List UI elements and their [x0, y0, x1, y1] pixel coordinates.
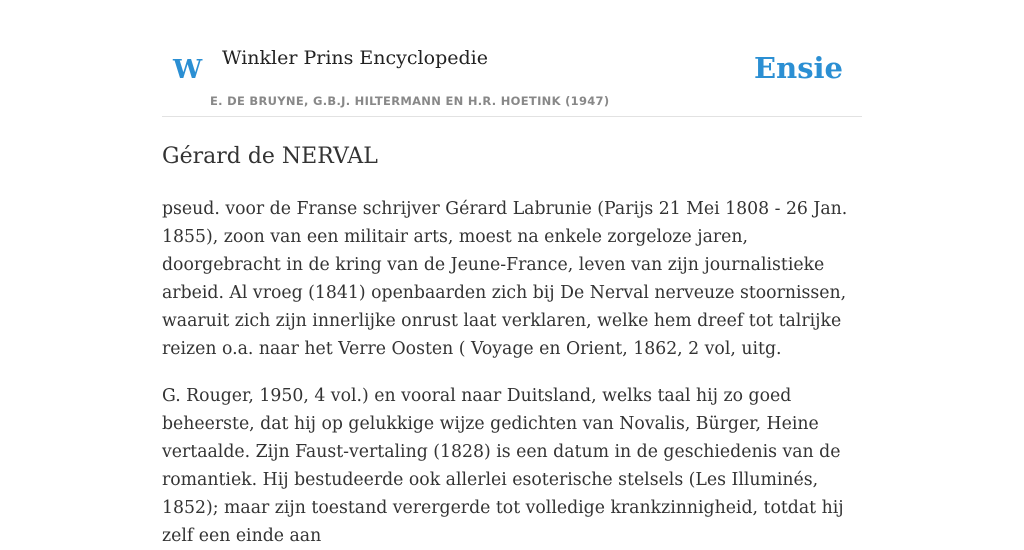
entry-paragraph: G. Rouger, 1950, 4 vol.) en vooral naar Duitsland, welks taal hij zo goed beheerste, dat hij op gelukkige wijze gedichten van Novalis, Bürger, Heine vertaalde. Zijn Faust-vertaling (1828) is een datum in de geschiedenis van de romantiek. Hij bestudeerde ook allerlei esoterische stelsels (Les Illuminés, 1852); maar zijn toestand verergerde tot volledige krankzinnigheid, totdat hij zelf een einde aan — [162, 386, 844, 546]
encyclopedia-header — [162, 0, 862, 117]
ensie-logo-link[interactable]: Ensie — [754, 51, 843, 85]
entry-title: Gérard de NERVAL — [162, 144, 378, 169]
authors-line: E. DE BRUYNE, G.B.J. HILTERMANN EN H.R. HOETINK (1947) — [210, 94, 610, 108]
content-column — [162, 0, 862, 550]
encyclopedia-title-link[interactable]: Winkler Prins Encyclopedie — [222, 47, 488, 69]
entry-paragraph: pseud. voor de Franse schrijver Gérard Labrunie (Parijs 21 Mei 1808 - 26 Jan. 1855), zoon van een militair arts, moest na enkele zorgeloze jaren, doorgebracht in de kring van de Jeune-France, leven van zijn journalistieke arbeid. Al vroeg (1841) openbaarden zich bij De Nerval nerveuze stoornissen, waaruit zich zijn innerlijke onrust laat verklaren, welke hem dreef tot talrijke reizen o.a. naar het Verre Oosten ( Voyage en Orient, 1862, 2 vol, uitg. — [162, 199, 848, 359]
source-logo[interactable]: W — [173, 55, 203, 85]
